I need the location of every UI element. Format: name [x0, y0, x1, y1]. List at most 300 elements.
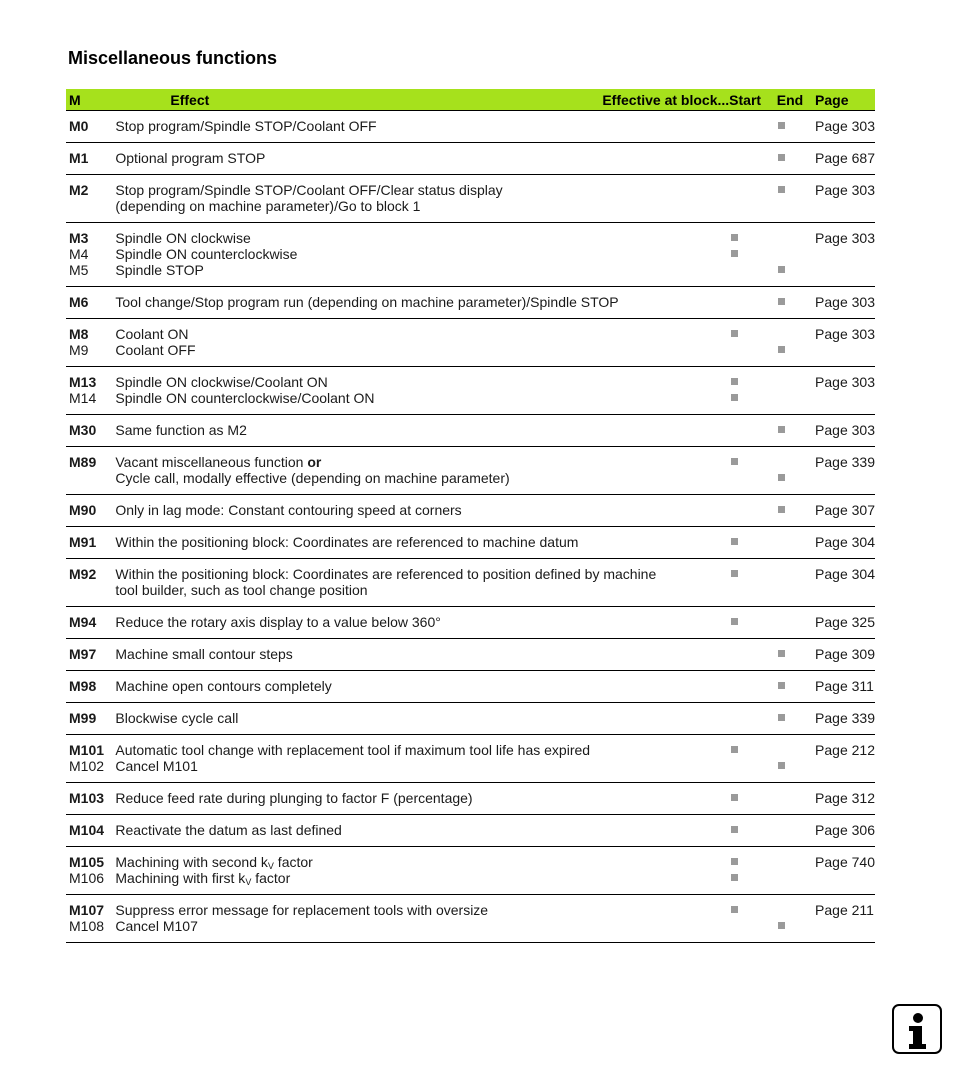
end-marker-slot	[775, 534, 815, 550]
square-marker-icon	[731, 538, 738, 545]
square-marker-icon	[778, 426, 785, 433]
start-marker-slot	[729, 454, 775, 470]
end-marker-slot	[775, 582, 815, 598]
page-ref-cell	[815, 527, 875, 559]
effect-text-after: factor	[273, 854, 313, 870]
effect-cell	[115, 175, 729, 223]
effect-text-main: Within the positioning block: Coordinates are referenced to position defined by machine	[115, 566, 657, 582]
effect-text	[115, 758, 729, 774]
page-ref-cell	[815, 415, 875, 447]
m-code: M98	[69, 678, 97, 694]
page-ref-cell	[815, 223, 875, 287]
end-marker-slot	[775, 326, 815, 342]
effect-text-main: Spindle STOP	[115, 262, 204, 278]
square-marker-icon	[778, 506, 785, 513]
page-ref-cell	[815, 367, 875, 415]
m-code: M1	[69, 150, 89, 166]
effect-text-main: Cancel M101	[115, 758, 198, 774]
end-cell	[775, 319, 815, 367]
header-effective-at-block: Effective at block...	[602, 92, 730, 108]
effect-text-main: Machine small contour steps	[115, 646, 293, 662]
effect-cell	[115, 111, 729, 143]
start-cell	[729, 607, 775, 639]
end-cell	[775, 607, 815, 639]
start-cell	[729, 847, 775, 895]
start-marker-slot	[729, 614, 775, 630]
effect-text	[115, 614, 729, 630]
effect-text	[115, 646, 729, 662]
effect-text	[115, 854, 729, 870]
page-ref: Page 325	[815, 614, 875, 630]
square-marker-icon	[778, 122, 785, 129]
m-code: M106	[69, 870, 105, 886]
end-marker-slot	[775, 470, 815, 486]
end-cell	[775, 735, 815, 783]
m-code: M104	[69, 822, 105, 838]
effect-text-main: Cancel M107	[115, 918, 198, 934]
m-code-cell	[66, 287, 115, 319]
start-cell	[729, 671, 775, 703]
m-code-cell	[66, 895, 115, 943]
header-effect	[115, 89, 729, 111]
page-ref-cell	[815, 447, 875, 495]
effect-text	[115, 374, 729, 390]
effect-text-main: Spindle ON counterclockwise/Coolant ON	[115, 390, 375, 406]
start-marker-slot	[729, 470, 775, 486]
effect-cell	[115, 319, 729, 367]
header-end	[775, 89, 815, 111]
end-cell	[775, 815, 815, 847]
effect-text	[115, 150, 729, 166]
end-cell	[775, 559, 815, 607]
square-marker-icon	[731, 874, 738, 881]
start-marker-slot	[729, 182, 775, 198]
effect-cell	[115, 847, 729, 895]
effect-subscript: V	[245, 877, 252, 887]
effect-subscript: V	[267, 861, 274, 871]
start-marker-slot	[729, 870, 775, 886]
page-ref: Page 304	[815, 566, 875, 582]
table-row	[66, 319, 875, 367]
page-ref-cell	[815, 815, 875, 847]
table-row	[66, 143, 875, 175]
m-code-cell	[66, 639, 115, 671]
m-code	[69, 198, 115, 214]
page-ref-cell	[815, 671, 875, 703]
end-marker-slot	[775, 374, 815, 390]
square-marker-icon	[731, 858, 738, 865]
effect-text	[115, 182, 729, 198]
table-row	[66, 815, 875, 847]
table-row	[66, 847, 875, 895]
end-cell	[775, 175, 815, 223]
page-ref-cell	[815, 495, 875, 527]
effect-cell	[115, 495, 729, 527]
m-code: M94	[69, 614, 97, 630]
start-marker-slot	[729, 502, 775, 518]
m-code-cell	[66, 223, 115, 287]
page-ref: Page 311	[815, 678, 874, 694]
m-code-cell	[66, 367, 115, 415]
effect-cell	[115, 815, 729, 847]
end-marker-slot	[775, 182, 815, 198]
table-row	[66, 111, 875, 143]
header-end-label: End	[776, 91, 804, 108]
effect-text	[115, 790, 729, 806]
end-marker-slot	[775, 390, 815, 406]
effect-text	[115, 342, 729, 358]
start-cell	[729, 527, 775, 559]
square-marker-icon	[731, 618, 738, 625]
start-marker-slot	[729, 374, 775, 390]
effect-text-main: Vacant miscellaneous function	[115, 454, 308, 470]
m-code: M5	[69, 262, 89, 278]
m-code: M4	[69, 246, 89, 262]
end-marker-slot	[775, 230, 815, 246]
page-ref-cell	[815, 847, 875, 895]
m-code-cell	[66, 111, 115, 143]
header-start	[729, 89, 775, 111]
page-ref-cell	[815, 607, 875, 639]
m-code-cell	[66, 559, 115, 607]
end-cell	[775, 415, 815, 447]
page-ref-cell	[815, 703, 875, 735]
start-cell	[729, 895, 775, 943]
start-cell	[729, 559, 775, 607]
end-marker-slot	[775, 502, 815, 518]
page-ref: Page 339	[815, 454, 875, 470]
m-code: M102	[69, 758, 105, 774]
square-marker-icon	[778, 714, 785, 721]
m-code-cell	[66, 175, 115, 223]
table-header-row	[66, 89, 875, 111]
m-code: M3	[69, 230, 89, 246]
square-marker-icon	[778, 154, 785, 161]
start-marker-slot	[729, 678, 775, 694]
start-marker-slot	[729, 566, 775, 582]
end-marker-slot	[775, 118, 815, 134]
effect-text-main: tool builder, such as tool change position	[115, 582, 368, 598]
square-marker-icon	[778, 346, 785, 353]
end-marker-slot	[775, 422, 815, 438]
effect-text	[115, 918, 729, 934]
end-marker-slot	[775, 246, 815, 262]
effect-cell	[115, 783, 729, 815]
start-cell	[729, 639, 775, 671]
page-ref: Page 303	[815, 294, 875, 310]
effect-text	[115, 454, 729, 470]
page-ref-cell	[815, 143, 875, 175]
effect-text	[115, 678, 729, 694]
m-code: M107	[69, 902, 105, 918]
page-title: Miscellaneous functions	[68, 48, 278, 68]
effect-cell	[115, 287, 729, 319]
start-cell	[729, 367, 775, 415]
end-cell	[775, 143, 815, 175]
effect-text	[115, 502, 729, 518]
table-row	[66, 287, 875, 319]
m-code: M108	[69, 918, 105, 934]
page-ref-cell	[815, 175, 875, 223]
start-marker-slot	[729, 198, 775, 214]
effect-text-main: Spindle ON clockwise/Coolant ON	[115, 374, 328, 390]
end-cell	[775, 847, 815, 895]
table-row	[66, 175, 875, 223]
table-row	[66, 447, 875, 495]
page-ref-cell	[815, 111, 875, 143]
end-marker-slot	[775, 294, 815, 310]
effect-text-main: Suppress error message for replacement tools with oversize	[115, 902, 489, 918]
effect-text-main: Automatic tool change with replacement tool if maximum tool life has expired	[115, 742, 591, 758]
square-marker-icon	[731, 458, 738, 465]
effect-emphasis: or	[307, 454, 322, 470]
m-code: M92	[69, 566, 97, 582]
start-marker-slot	[729, 230, 775, 246]
square-marker-icon	[731, 330, 738, 337]
m-code-cell	[66, 527, 115, 559]
start-marker-slot	[729, 918, 775, 934]
page-ref: Page 211	[815, 902, 874, 918]
end-cell	[775, 895, 815, 943]
end-marker-slot	[775, 710, 815, 726]
effect-text-main: (depending on machine parameter)/Go to block 1	[115, 198, 421, 214]
effect-text-main: Reduce the rotary axis display to a value below 360°	[115, 614, 441, 630]
page-ref: Page 303	[815, 182, 875, 198]
m-code-cell	[66, 815, 115, 847]
page-ref: Page 740	[815, 854, 875, 870]
page-ref: Page 303	[815, 230, 875, 246]
effect-cell	[115, 607, 729, 639]
m-code: M97	[69, 646, 97, 662]
end-marker-slot	[775, 262, 815, 278]
square-marker-icon	[778, 298, 785, 305]
m-code-cell	[66, 495, 115, 527]
end-marker-slot	[775, 742, 815, 758]
effect-text	[115, 902, 729, 918]
square-marker-icon	[778, 186, 785, 193]
table-row	[66, 367, 875, 415]
end-marker-slot	[775, 198, 815, 214]
end-marker-slot	[775, 854, 815, 870]
end-cell	[775, 495, 815, 527]
page-ref-cell	[815, 559, 875, 607]
page-ref: Page 212	[815, 742, 875, 758]
effect-text-main: Spindle ON counterclockwise	[115, 246, 298, 262]
m-code-cell	[66, 143, 115, 175]
m-code	[69, 582, 115, 598]
effect-cell	[115, 703, 729, 735]
square-marker-icon	[731, 378, 738, 385]
square-marker-icon	[731, 570, 738, 577]
effect-cell	[115, 223, 729, 287]
end-cell	[775, 671, 815, 703]
effect-text-main: Tool change/Stop program run (depending on machine parameter)/Spindle STOP	[115, 294, 619, 310]
page-ref: Page 309	[815, 646, 875, 662]
effect-text-after: factor	[251, 870, 291, 886]
m-code	[69, 470, 115, 486]
m-code: M2	[69, 182, 89, 198]
start-marker-slot	[729, 150, 775, 166]
effect-text	[115, 262, 729, 278]
start-cell	[729, 495, 775, 527]
m-code: M30	[69, 422, 97, 438]
start-cell	[729, 415, 775, 447]
m-code-cell	[66, 447, 115, 495]
effect-cell	[115, 367, 729, 415]
m-code-cell	[66, 735, 115, 783]
start-marker-slot	[729, 326, 775, 342]
effect-text-main: Stop program/Spindle STOP/Coolant OFF	[115, 118, 377, 134]
effect-text-main: Blockwise cycle call	[115, 710, 239, 726]
end-cell	[775, 111, 815, 143]
start-marker-slot	[729, 582, 775, 598]
square-marker-icon	[778, 762, 785, 769]
table-row	[66, 735, 875, 783]
end-cell	[775, 367, 815, 415]
start-cell	[729, 447, 775, 495]
start-marker-slot	[729, 294, 775, 310]
m-code: M0	[69, 118, 89, 134]
end-cell	[775, 639, 815, 671]
square-marker-icon	[731, 906, 738, 913]
square-marker-icon	[778, 266, 785, 273]
start-marker-slot	[729, 742, 775, 758]
end-cell	[775, 703, 815, 735]
end-cell	[775, 783, 815, 815]
end-marker-slot	[775, 454, 815, 470]
square-marker-icon	[731, 826, 738, 833]
table-row	[66, 559, 875, 607]
page-ref-cell	[815, 783, 875, 815]
page-ref-cell	[815, 895, 875, 943]
table-row	[66, 671, 875, 703]
m-code: M91	[69, 534, 97, 550]
page-ref: Page 303	[815, 118, 875, 134]
table-row	[66, 415, 875, 447]
start-cell	[729, 287, 775, 319]
effect-text-main: Stop program/Spindle STOP/Coolant OFF/Clear status display	[115, 182, 503, 198]
m-code-cell	[66, 847, 115, 895]
header-start-label: Start	[729, 91, 762, 108]
effect-text-main: Coolant ON	[115, 326, 189, 342]
table-row	[66, 527, 875, 559]
effect-text-main: Machining with second k	[115, 854, 268, 870]
end-marker-slot	[775, 758, 815, 774]
start-cell	[729, 735, 775, 783]
start-cell	[729, 783, 775, 815]
effect-cell	[115, 143, 729, 175]
effect-text-main: Reactivate the datum as last defined	[115, 822, 342, 838]
m-code: M6	[69, 294, 89, 310]
m-code: M13	[69, 374, 97, 390]
misc-functions-table	[66, 89, 875, 943]
page-ref-cell	[815, 639, 875, 671]
effect-text	[115, 246, 729, 262]
start-marker-slot	[729, 758, 775, 774]
start-marker-slot	[729, 262, 775, 278]
start-marker-slot	[729, 534, 775, 550]
m-code: M90	[69, 502, 97, 518]
table-row	[66, 223, 875, 287]
effect-text	[115, 390, 729, 406]
effect-text-main: Coolant OFF	[115, 342, 196, 358]
effect-text	[115, 582, 729, 598]
effect-cell	[115, 415, 729, 447]
start-marker-slot	[729, 902, 775, 918]
square-marker-icon	[778, 650, 785, 657]
effect-text	[115, 230, 729, 246]
start-cell	[729, 319, 775, 367]
end-cell	[775, 447, 815, 495]
page-ref: Page 687	[815, 150, 875, 166]
start-marker-slot	[729, 790, 775, 806]
m-code-cell	[66, 319, 115, 367]
effect-text-main: Reduce feed rate during plunging to factor F (percentage)	[115, 790, 473, 806]
info-icon	[892, 1004, 942, 1054]
m-code-cell	[66, 783, 115, 815]
page-ref: Page 339	[815, 710, 875, 726]
effect-text-main: Optional program STOP	[115, 150, 266, 166]
start-marker-slot	[729, 646, 775, 662]
effect-text	[115, 470, 729, 486]
effect-text-main: Machining with first k	[115, 870, 246, 886]
table-row	[66, 607, 875, 639]
effect-text	[115, 118, 729, 134]
page-ref: Page 307	[815, 502, 875, 518]
effect-cell	[115, 671, 729, 703]
m-code: M14	[69, 390, 97, 406]
table-row	[66, 783, 875, 815]
effect-text	[115, 534, 729, 550]
end-marker-slot	[775, 342, 815, 358]
end-marker-slot	[775, 870, 815, 886]
effect-text-main: Cycle call, modally effective (depending on machine parameter)	[115, 470, 510, 486]
page-ref: Page 303	[815, 374, 875, 390]
table-row	[66, 895, 875, 943]
m-code: M99	[69, 710, 97, 726]
effect-text-main: Spindle ON clockwise	[115, 230, 251, 246]
page-ref: Page 303	[815, 422, 875, 438]
page-ref-cell	[815, 287, 875, 319]
table-row	[66, 639, 875, 671]
effect-text	[115, 566, 729, 582]
end-cell	[775, 287, 815, 319]
m-code: M103	[69, 790, 105, 806]
effect-text-main: Only in lag mode: Constant contouring speed at corners	[115, 502, 462, 518]
effect-text	[115, 742, 729, 758]
square-marker-icon	[731, 794, 738, 801]
start-cell	[729, 175, 775, 223]
m-code: M9	[69, 342, 89, 358]
header-effect-label: Effect	[170, 91, 210, 108]
header-page: Page	[815, 89, 875, 111]
square-marker-icon	[778, 474, 785, 481]
square-marker-icon	[731, 746, 738, 753]
end-marker-slot	[775, 150, 815, 166]
effect-text	[115, 198, 729, 214]
end-marker-slot	[775, 614, 815, 630]
m-code-cell	[66, 607, 115, 639]
start-marker-slot	[729, 422, 775, 438]
m-code-cell	[66, 671, 115, 703]
start-marker-slot	[729, 246, 775, 262]
effect-cell	[115, 559, 729, 607]
end-marker-slot	[775, 646, 815, 662]
effect-text	[115, 294, 729, 310]
square-marker-icon	[731, 250, 738, 257]
square-marker-icon	[778, 682, 785, 689]
effect-text	[115, 822, 729, 838]
